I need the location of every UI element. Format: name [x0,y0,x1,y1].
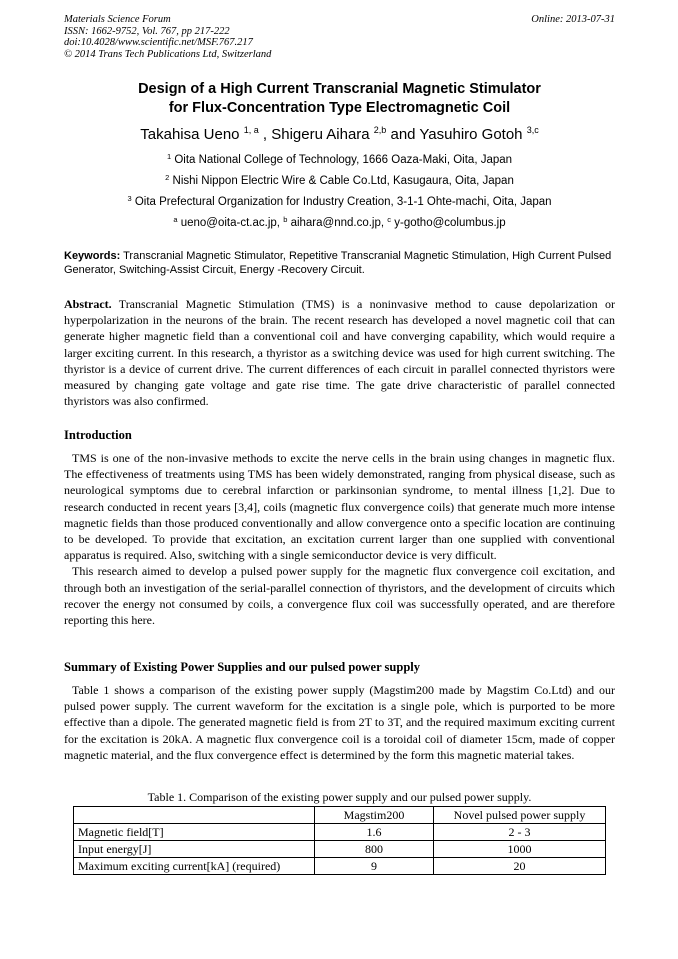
email-c-sup: c [387,215,392,224]
email-b-sup: b [283,215,288,224]
author-sep-2: and [386,126,420,143]
author-3-sup: 3,c [526,125,539,135]
abstract [64,296,615,409]
affiliation-2 [64,171,615,188]
affiliation-2-text: Nishi Nippon Electric Wire & Cable Co.Ltd, Kasugaura, Oita, Japan [172,175,514,187]
table-row [74,841,606,858]
doi-line: doi:10.4028/www.scientific.net/MSF.767.217 [64,37,253,48]
affiliation-3 [64,192,615,209]
keywords [64,250,615,277]
table-header-cell [74,807,315,824]
table-cell: 1.6 [315,824,434,841]
email-b[interactable]: aihara@nnd.co.jp, [290,217,385,229]
table-cell: Magnetic field[T] [74,824,315,841]
summary-body [64,682,615,763]
author-2: Shigeru Aihara [271,126,370,143]
affiliation-2-sup: 2 [165,173,170,182]
journal-name: Materials Science Forum [64,14,171,25]
table-row [74,824,606,841]
affiliation-1 [64,150,615,167]
table-cell: 800 [315,841,434,858]
affiliation-3-sup: 3 [127,194,132,203]
email-c[interactable]: y-gotho@columbus.jp [394,217,506,229]
affiliation-3-text: Oita Prefectural Organization for Industry Creation, 3-1-1 Ohte-machi, Oita, Japan [134,196,552,208]
summary-heading: Summary of Existing Power Supplies and our pulsed power supply [64,660,420,674]
email-a[interactable]: ueno@oita-ct.ac.jp, [180,217,280,229]
author-1-sup: 1, a [243,125,259,135]
table-cell: 20 [434,858,606,875]
table-cell: Input energy[J] [74,841,315,858]
author-3: Yasuhiro Gotoh [419,126,523,143]
table-cell: 1000 [434,841,606,858]
journal-header [64,14,615,60]
table-header-cell: Magstim200 [315,807,434,824]
abstract-label: Abstract. [64,297,112,311]
copyright-line: © 2014 Trans Tech Publications Ltd, Switzerland [64,48,272,60]
table-header-row [74,807,606,824]
table-header-cell: Novel pulsed power supply [434,807,606,824]
online-date: Online: 2013-07-31 [531,14,615,25]
summary-paragraph-1: Table 1 shows a comparison of the existing power supply (Magstim200 made by Magstim Co.Ltd) and our pulsed power supply. The current waveform for the excitation is a single pole, which is purported to be more effective than a dipole. The generated magnetic field is from 2T to 3T, and the required maximum exciting current for the excitation is 20kA. A magnetic flux convergence coil is a toroidal coil of diameter 15cm, made of copper magnetic material, and the flux convergence effect is determined by the form this magnetic material takes. [64,683,615,762]
email-a-sup: a [173,215,178,224]
abstract-text: Transcranial Magnetic Stimulation (TMS) is a noninvasive method to cause depolarization or hyperpolarization in the neurons of the brain. The recent research has developed a novel magnetic coil that can generate higher magnetic field than a conventional coil and have converging capability, which would require a larger exciting current. In this research, a thyristor as a switching device was used for high current switching. The thyristor is a device of current drive. The current differences of each circuit in parallel connected thyristors were measured by changing gate voltage and gate rise time. The gate drive characteristic of parallel connected thyristors was also confirmed. [64,297,615,409]
introduction-heading: Introduction [64,428,132,442]
introduction-paragraph-1: TMS is one of the non-invasive methods to excite the nerve cells in the brain using changes in magnetic flux. The effectiveness of treatments using TMS has been widely demonstrated, ranging from physical disease, such as neurological symptoms due to cerebral infarction or parkinsonian syndrome, to mental illness [1,2]. Due to research conducted in recent years [3,4], coils (magnetic flux convergence coils) that generate much more intense magnetic fields than those produced conventionally and allow convergence onto a specific location are continuing to be developed. To provide that excitation, an excitation current larger than one supplied with conventional apparatus is required. Also, switching with a single semiconductor device is very difficult. [64,451,615,563]
title-line-2: for Flux-Concentration Type Electromagnetic Coil [168,100,511,116]
title-line-1: Design of a High Current Transcranial Magnetic Stimulator [138,81,541,97]
keywords-text: Transcranial Magnetic Stimulator, Repetitive Transcranial Magnetic Stimulation, High Current Pulsed Generator, Switching-Assist Circuit, Energy -Recovery Circuit. [64,250,612,276]
table-row [74,858,606,875]
author-sep-1: , [258,126,272,143]
introduction-body [64,450,615,628]
table-caption: Table 1. Comparison of the existing power supply and our pulsed power supply. [147,790,532,804]
table-cell: 9 [315,858,434,875]
email-line [64,213,615,230]
table-cell: Maximum exciting current[kA] (required) [74,858,315,875]
affiliation-1-text: Oita National College of Technology, 1666 Oaza-Maki, Oita, Japan [174,154,513,166]
table-cell: 2 - 3 [434,824,606,841]
author-list [64,121,615,144]
introduction-paragraph-2: This research aimed to develop a pulsed power supply for the magnetic flux convergence coil excitation, and through both an investigation of the serial-parallel connection of thyristors, and the development of circuits which recover the energy not consumed by coils, a convergence flux coil was successfully operated, and are therefore reporting this here. [64,564,615,628]
paper-title [64,80,615,118]
author-1: Takahisa Ueno [140,126,240,143]
comparison-table [73,806,606,875]
affiliation-1-sup: 1 [166,152,172,161]
author-2-sup: 2,b [373,125,387,135]
keywords-label: Keywords: [64,250,121,262]
issn-line: ISSN: 1662-9752, Vol. 767, pp 217-222 [64,25,230,37]
